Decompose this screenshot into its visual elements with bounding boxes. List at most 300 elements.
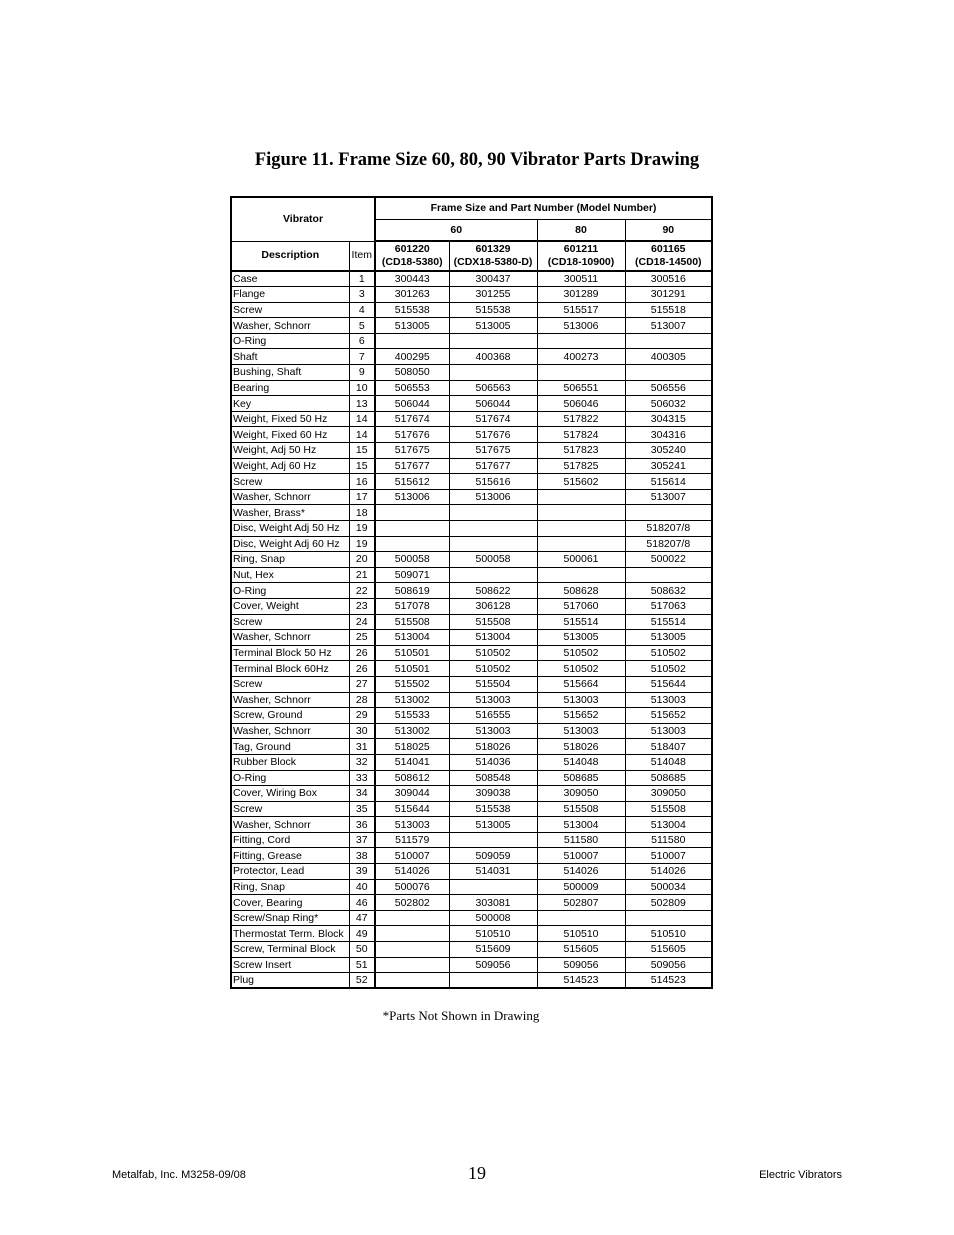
part-number-601211: 508685 [537, 770, 625, 786]
item-number: 18 [349, 505, 375, 521]
part-number-601165: 511580 [625, 832, 712, 848]
part-number-601220: 515612 [375, 474, 449, 490]
table-row [231, 536, 712, 552]
part-number-601220: 400295 [375, 349, 449, 365]
table-row [231, 458, 712, 474]
part-number-601329 [449, 365, 537, 381]
part-number-601220: 500076 [375, 879, 449, 895]
part-number-601220: 518025 [375, 739, 449, 755]
item-number: 14 [349, 411, 375, 427]
part-number-601220 [375, 973, 449, 989]
table-row [231, 521, 712, 537]
part-description: Thermostat Term. Block [231, 926, 349, 942]
item-number: 25 [349, 630, 375, 646]
part-number-601211: 510510 [537, 926, 625, 942]
part-number-601165: 515514 [625, 614, 712, 630]
part-number-601211: 500009 [537, 879, 625, 895]
part-number-601165 [625, 567, 712, 583]
part-number-601211: 517824 [537, 427, 625, 443]
frame-size-group-header: Frame Size and Part Number (Model Number) [375, 197, 712, 219]
part-number-601329: 306128 [449, 598, 537, 614]
part-number-601220 [375, 333, 449, 349]
part-number: 601211 [563, 243, 599, 255]
part-number-601220: 510501 [375, 661, 449, 677]
part-number-601165 [625, 910, 712, 926]
part-number-601220: 301263 [375, 287, 449, 303]
part-number-601329: 300437 [449, 271, 537, 287]
part-description: Cover, Weight [231, 598, 349, 614]
table-row [231, 817, 712, 833]
table-row [231, 349, 712, 365]
table-row [231, 864, 712, 880]
table-row [231, 754, 712, 770]
part-description: Protector, Lead [231, 864, 349, 880]
part-description: Shaft [231, 349, 349, 365]
part-number-601220: 515508 [375, 614, 449, 630]
part-number-601329 [449, 333, 537, 349]
part-number-601329: 510502 [449, 645, 537, 661]
part-number-601329: 517676 [449, 427, 537, 443]
part-number-601220 [375, 942, 449, 958]
part-description: Nut, Hex [231, 567, 349, 583]
item-number: 39 [349, 864, 375, 880]
item-number: 29 [349, 708, 375, 724]
part-number-601329 [449, 536, 537, 552]
page-number: 19 [468, 1163, 486, 1183]
part-description: Washer, Schnorr [231, 318, 349, 334]
part-number-601211 [537, 536, 625, 552]
item-number: 37 [349, 832, 375, 848]
part-number-601211: 510007 [537, 848, 625, 864]
part-number-601329: 509056 [449, 957, 537, 973]
part-description: Plug [231, 973, 349, 989]
item-number: 30 [349, 723, 375, 739]
part-number-601220: 502802 [375, 895, 449, 911]
part-number-601211: 300511 [537, 271, 625, 287]
part-number-601329: 508548 [449, 770, 537, 786]
part-number-601329: 301255 [449, 287, 537, 303]
parts-table-body [231, 271, 712, 988]
part-number-601165 [625, 505, 712, 521]
part-description: Weight, Fixed 60 Hz [231, 427, 349, 443]
part-number-601329: 515616 [449, 474, 537, 490]
part-number-601211 [537, 567, 625, 583]
table-row [231, 910, 712, 926]
part-number-601165: 506556 [625, 380, 712, 396]
part-number-601220: 509071 [375, 567, 449, 583]
item-number: 36 [349, 817, 375, 833]
item-number: 26 [349, 661, 375, 677]
figure-title: Figure 11. Frame Size 60, 80, 90 Vibrator Parts Drawing [254, 150, 700, 170]
part-description: Bearing [231, 380, 349, 396]
part-description: Screw [231, 474, 349, 490]
item-number: 27 [349, 676, 375, 692]
item-number: 26 [349, 645, 375, 661]
frame-size-90-header: 90 [625, 219, 712, 241]
part-number-601165: 515518 [625, 302, 712, 318]
part-number-601329: 515538 [449, 302, 537, 318]
part-number-601165: 508632 [625, 583, 712, 599]
part-number-601220: 510007 [375, 848, 449, 864]
part-number-601329: 303081 [449, 895, 537, 911]
part-number-601329: 517677 [449, 458, 537, 474]
part-number-601220: 508612 [375, 770, 449, 786]
part-description: Weight, Fixed 50 Hz [231, 411, 349, 427]
part-description: Case [231, 271, 349, 287]
part-number-601220: 300443 [375, 271, 449, 287]
item-number: 33 [349, 770, 375, 786]
part-number-601220: 309044 [375, 786, 449, 802]
table-row [231, 552, 712, 568]
description-header: Description [231, 241, 349, 271]
table-row [231, 427, 712, 443]
model-header [537, 241, 625, 271]
frame-size-80-header: 80 [537, 219, 625, 241]
table-row [231, 583, 712, 599]
item-number: 52 [349, 973, 375, 989]
item-number: 10 [349, 380, 375, 396]
item-number: 16 [349, 474, 375, 490]
part-number-601220: 517674 [375, 411, 449, 427]
part-description: Screw [231, 302, 349, 318]
part-number-601211: 515602 [537, 474, 625, 490]
table-row [231, 567, 712, 583]
part-number-601329: 513004 [449, 630, 537, 646]
item-number: 24 [349, 614, 375, 630]
part-description: Washer, Schnorr [231, 630, 349, 646]
model-number: (CD18-5380) [381, 256, 443, 268]
frame-size-60-header: 60 [375, 219, 537, 241]
table-row [231, 474, 712, 490]
part-number-601329: 513003 [449, 692, 537, 708]
part-number-601220: 508050 [375, 365, 449, 381]
part-number-601211: 515664 [537, 676, 625, 692]
part-number-601165: 515644 [625, 676, 712, 692]
part-number-601329: 515504 [449, 676, 537, 692]
part-number-601165: 508685 [625, 770, 712, 786]
part-number-601211: 513003 [537, 692, 625, 708]
item-number: 19 [349, 521, 375, 537]
part-number-601211: 515508 [537, 801, 625, 817]
item-number: 21 [349, 567, 375, 583]
part-number-601329: 506044 [449, 396, 537, 412]
part-number-601220: 513003 [375, 817, 449, 833]
part-number-601165: 309050 [625, 786, 712, 802]
part-description: Screw/Snap Ring* [231, 910, 349, 926]
part-number-601329 [449, 879, 537, 895]
part-number-601329 [449, 521, 537, 537]
item-number: 38 [349, 848, 375, 864]
part-number-601211 [537, 505, 625, 521]
table-row [231, 770, 712, 786]
part-number-601220 [375, 910, 449, 926]
part-number-601220: 517078 [375, 598, 449, 614]
part-number-601220: 506044 [375, 396, 449, 412]
part-description: Washer, Brass* [231, 505, 349, 521]
item-number: 28 [349, 692, 375, 708]
part-description: Washer, Schnorr [231, 817, 349, 833]
part-number-601165: 304315 [625, 411, 712, 427]
model-header [375, 241, 449, 271]
part-number-601329 [449, 832, 537, 848]
item-number: 7 [349, 349, 375, 365]
part-number-601329: 515538 [449, 801, 537, 817]
part-description: Washer, Schnorr [231, 489, 349, 505]
table-row [231, 879, 712, 895]
table-row [231, 318, 712, 334]
part-number-601329: 509059 [449, 848, 537, 864]
part-description: Terminal Block 60Hz [231, 661, 349, 677]
part-number-601329: 518026 [449, 739, 537, 755]
table-row [231, 661, 712, 677]
table-row [231, 801, 712, 817]
part-description: Fitting, Cord [231, 832, 349, 848]
footer-company: Metalfab, Inc. M3258-09/08 [112, 1169, 246, 1181]
part-description: Tag, Ground [231, 739, 349, 755]
item-number: 23 [349, 598, 375, 614]
table-row [231, 926, 712, 942]
part-number-601211: 301289 [537, 287, 625, 303]
part-number-601220 [375, 505, 449, 521]
part-number-601165: 514523 [625, 973, 712, 989]
part-number-601211: 517822 [537, 411, 625, 427]
part-number-601220 [375, 926, 449, 942]
part-number-601220 [375, 521, 449, 537]
part-number-601165: 513005 [625, 630, 712, 646]
part-number-601220: 506553 [375, 380, 449, 396]
part-number-601220: 513002 [375, 692, 449, 708]
part-number-601220: 508619 [375, 583, 449, 599]
part-number-601220: 513006 [375, 489, 449, 505]
table-row [231, 786, 712, 802]
part-number-601211: 513006 [537, 318, 625, 334]
table-row [231, 598, 712, 614]
part-number-601329 [449, 567, 537, 583]
part-description: Cover, Bearing [231, 895, 349, 911]
part-number-601165: 518207/8 [625, 521, 712, 537]
part-number-601220: 513005 [375, 318, 449, 334]
part-description: Disc, Weight Adj 60 Hz [231, 536, 349, 552]
item-number: 15 [349, 443, 375, 459]
part-number: 601220 [394, 243, 430, 255]
part-number-601220: 511579 [375, 832, 449, 848]
part-number-601211: 508628 [537, 583, 625, 599]
part-description: Rubber Block [231, 754, 349, 770]
part-number-601329: 400368 [449, 349, 537, 365]
table-row [231, 645, 712, 661]
part-number-601211: 513005 [537, 630, 625, 646]
part-number-601329: 516555 [449, 708, 537, 724]
part-number-601211: 513003 [537, 723, 625, 739]
vibrator-header: Vibrator [231, 197, 375, 241]
part-number-601220: 514026 [375, 864, 449, 880]
part-number-601165: 506032 [625, 396, 712, 412]
part-number-601211: 511580 [537, 832, 625, 848]
part-number-601220 [375, 536, 449, 552]
part-number-601211: 506046 [537, 396, 625, 412]
part-number-601329: 510502 [449, 661, 537, 677]
part-number-601329: 514036 [449, 754, 537, 770]
item-number: 32 [349, 754, 375, 770]
table-row [231, 287, 712, 303]
part-number-601165: 513003 [625, 692, 712, 708]
part-number-601165: 305241 [625, 458, 712, 474]
part-number-601165: 515605 [625, 942, 712, 958]
part-number-601220: 513002 [375, 723, 449, 739]
item-number: 40 [349, 879, 375, 895]
part-number-601211: 515517 [537, 302, 625, 318]
part-number-601165: 304316 [625, 427, 712, 443]
part-number-601220: 515533 [375, 708, 449, 724]
part-number-601220: 515538 [375, 302, 449, 318]
table-row [231, 708, 712, 724]
model-number: (CDX18-5380-D) [453, 256, 533, 268]
part-number-601211: 514026 [537, 864, 625, 880]
part-number-601165: 400305 [625, 349, 712, 365]
part-number-601165: 513004 [625, 817, 712, 833]
part-description: O-Ring [231, 333, 349, 349]
part-number-601211: 517825 [537, 458, 625, 474]
item-number: 5 [349, 318, 375, 334]
model-number: (CD18-10900) [547, 256, 615, 268]
item-number: 31 [349, 739, 375, 755]
part-number-601211 [537, 521, 625, 537]
table-row [231, 957, 712, 973]
footer-section: Electric Vibrators [759, 1169, 842, 1181]
part-number-601220: 510501 [375, 645, 449, 661]
part-number-601220: 515644 [375, 801, 449, 817]
item-number: 17 [349, 489, 375, 505]
part-number-601220: 500058 [375, 552, 449, 568]
part-description: Screw, Terminal Block [231, 942, 349, 958]
part-description: Screw [231, 801, 349, 817]
part-number-601165: 518207/8 [625, 536, 712, 552]
item-number: 20 [349, 552, 375, 568]
item-number: 35 [349, 801, 375, 817]
part-number-601165: 515508 [625, 801, 712, 817]
part-number-601165: 513003 [625, 723, 712, 739]
part-number-601165: 510502 [625, 661, 712, 677]
item-number: 13 [349, 396, 375, 412]
part-number-601329: 506563 [449, 380, 537, 396]
part-number-601211: 514048 [537, 754, 625, 770]
part-number-601220: 517676 [375, 427, 449, 443]
table-row [231, 489, 712, 505]
part-number-601329: 513003 [449, 723, 537, 739]
part-number-601220: 515502 [375, 676, 449, 692]
part-number-601211: 510502 [537, 661, 625, 677]
part-number-601165: 510502 [625, 645, 712, 661]
part-number-601211: 515514 [537, 614, 625, 630]
item-number: 6 [349, 333, 375, 349]
table-row [231, 443, 712, 459]
part-number-601211: 506551 [537, 380, 625, 396]
parts-table [230, 196, 713, 989]
part-number-601329: 513005 [449, 318, 537, 334]
part-number-601211 [537, 365, 625, 381]
table-row [231, 676, 712, 692]
part-number-601165: 500022 [625, 552, 712, 568]
table-row [231, 630, 712, 646]
part-number-601211 [537, 910, 625, 926]
part-number-601329: 513006 [449, 489, 537, 505]
part-description: Bushing, Shaft [231, 365, 349, 381]
part-number-601165: 510007 [625, 848, 712, 864]
part-description: Ring, Snap [231, 552, 349, 568]
part-number-601165: 305240 [625, 443, 712, 459]
part-description: Washer, Schnorr [231, 692, 349, 708]
item-number: 22 [349, 583, 375, 599]
part-number-601211: 514523 [537, 973, 625, 989]
item-number: 3 [349, 287, 375, 303]
part-number-601211: 510502 [537, 645, 625, 661]
part-description: Washer, Schnorr [231, 723, 349, 739]
part-number-601329: 508622 [449, 583, 537, 599]
item-number: 14 [349, 427, 375, 443]
table-row [231, 271, 712, 287]
part-number-601329: 514031 [449, 864, 537, 880]
part-number-601211: 513004 [537, 817, 625, 833]
part-description: O-Ring [231, 583, 349, 599]
item-number: 34 [349, 786, 375, 802]
part-number-601165: 514026 [625, 864, 712, 880]
part-number-601165: 514048 [625, 754, 712, 770]
item-number: 49 [349, 926, 375, 942]
item-number: 4 [349, 302, 375, 318]
table-row [231, 895, 712, 911]
table-row [231, 973, 712, 989]
item-header: Item [349, 241, 375, 271]
table-row [231, 396, 712, 412]
part-number-601211 [537, 333, 625, 349]
part-number-601165: 517063 [625, 598, 712, 614]
part-description: Screw, Ground [231, 708, 349, 724]
part-number-601329: 517675 [449, 443, 537, 459]
part-number-601165 [625, 333, 712, 349]
part-number-601211: 515605 [537, 942, 625, 958]
part-description: Flange [231, 287, 349, 303]
item-number: 1 [349, 271, 375, 287]
footnote: *Parts Not Shown in Drawing [382, 1008, 540, 1023]
part-number-601329: 309038 [449, 786, 537, 802]
table-row [231, 848, 712, 864]
part-number: 601329 [475, 243, 511, 255]
part-number-601329: 500008 [449, 910, 537, 926]
part-description: Cover, Wiring Box [231, 786, 349, 802]
table-row [231, 505, 712, 521]
part-description: Fitting, Grease [231, 848, 349, 864]
model-header [625, 241, 712, 271]
part-number-601211: 517060 [537, 598, 625, 614]
part-number-601211: 517823 [537, 443, 625, 459]
part-number-601329: 513005 [449, 817, 537, 833]
part-number-601329: 515609 [449, 942, 537, 958]
part-description: Disc, Weight Adj 50 Hz [231, 521, 349, 537]
part-number-601165: 301291 [625, 287, 712, 303]
item-number: 15 [349, 458, 375, 474]
part-number-601329: 510510 [449, 926, 537, 942]
part-number-601165: 510510 [625, 926, 712, 942]
item-number: 19 [349, 536, 375, 552]
part-number-601211: 518026 [537, 739, 625, 755]
part-number-601165: 513007 [625, 489, 712, 505]
part-description: Key [231, 396, 349, 412]
part-number-601211: 309050 [537, 786, 625, 802]
part-number-601165: 515652 [625, 708, 712, 724]
part-number-601329: 515508 [449, 614, 537, 630]
part-number-601211: 509056 [537, 957, 625, 973]
part-description: Screw [231, 676, 349, 692]
